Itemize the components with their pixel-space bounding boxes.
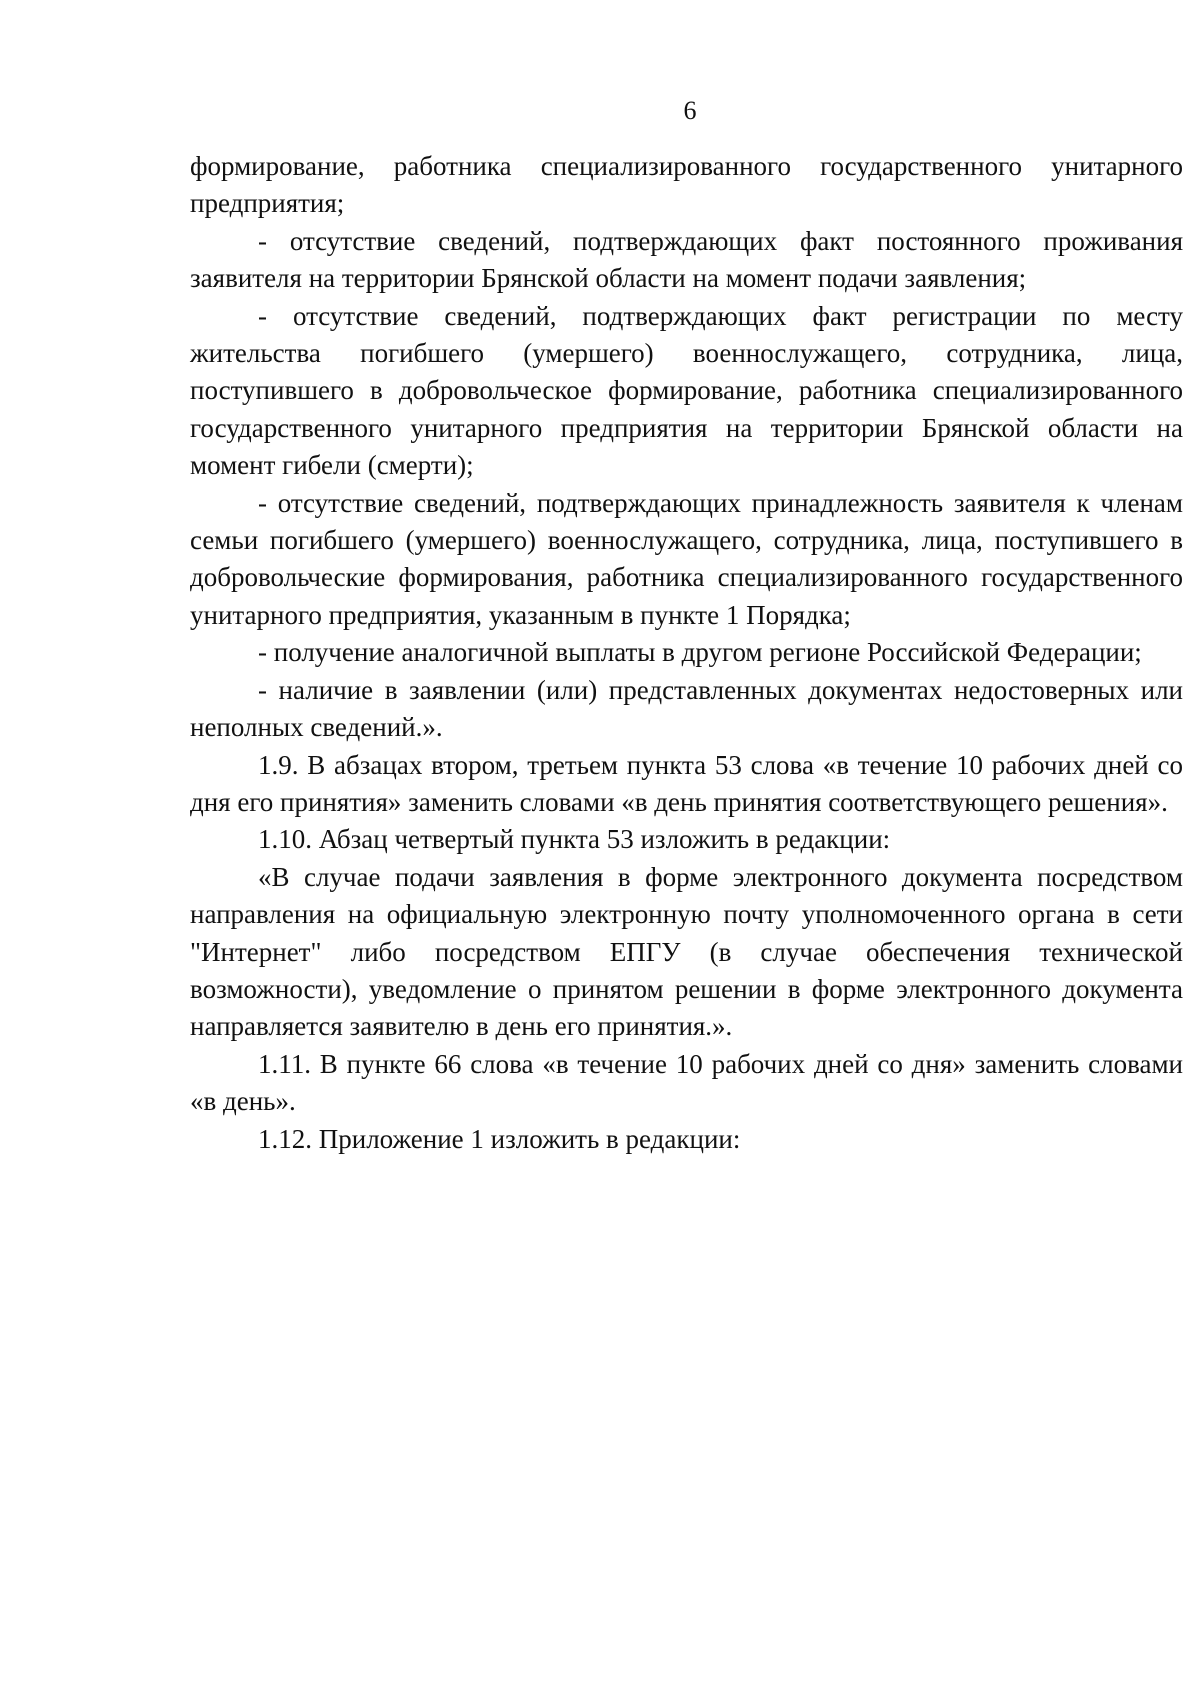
page-number: 6 (683, 96, 697, 125)
paragraph-family-membership-missing: - отсутствие сведений, подтверждающих принадлежность заявителя к членам семьи погибшего (умершего) военнослужащего, сотрудника, лица, поступившего в добровольческие формирования, работника специализированного государственного унитарного предприятия, указанным в пункте 1 Порядка; (190, 487, 1183, 630)
paragraph-item-1-10: 1.10. Абзац четвертый пункта 53 изложить в редакции: (258, 824, 891, 855)
paragraph-invalid-information: - наличие в заявлении (или) представленных документах недостоверных или неполных сведений.». (190, 674, 1183, 743)
paragraph-quoted-amendment: «В случае подачи заявления в форме электронного документа посредством направления на официальную электронную почту уполномоченного органа в сети "Интернет" либо посредством ЕПГУ (в случае обеспечения технической возможности), уведомление о принятом решении в форме электронного документа направляется заявителю в день его принятия.». (190, 861, 1183, 1042)
paragraph-similar-payment: - получение аналогичной выплаты в другом регионе Российской Федерации; (258, 637, 1142, 668)
paragraph-registration-missing: - отсутствие сведений, подтверждающих факт регистрации по месту жительства погибшего (умершего) военнослужащего, сотрудника, лица, поступившего в добровольческое формирование, работника специализированного государственного унитарного предприятия на территории Брянской области на момент гибели (смерти); (190, 300, 1183, 481)
document-body (190, 148, 1183, 1158)
paragraph-continuation: формирование, работника специализированного государственного унитарного предприятия; (190, 151, 1183, 219)
paragraph-residence-missing: - отсутствие сведений, подтверждающих факт постоянного проживания заявителя на территории Брянской области на момент подачи заявления; (190, 225, 1183, 294)
paragraph-item-1-11: 1.11. В пункте 66 слова «в течение 10 рабочих дней со дня» заменить словами «в день». (190, 1048, 1183, 1117)
paragraph-item-1-12: 1.12. Приложение 1 изложить в редакции: (258, 1123, 741, 1154)
paragraph-item-1-9: 1.9. В абзацах втором, третьем пункта 53 слова «в течение 10 рабочих дней со дня его принятия» заменить словами «в день принятия соответствующего решения». (190, 749, 1183, 817)
